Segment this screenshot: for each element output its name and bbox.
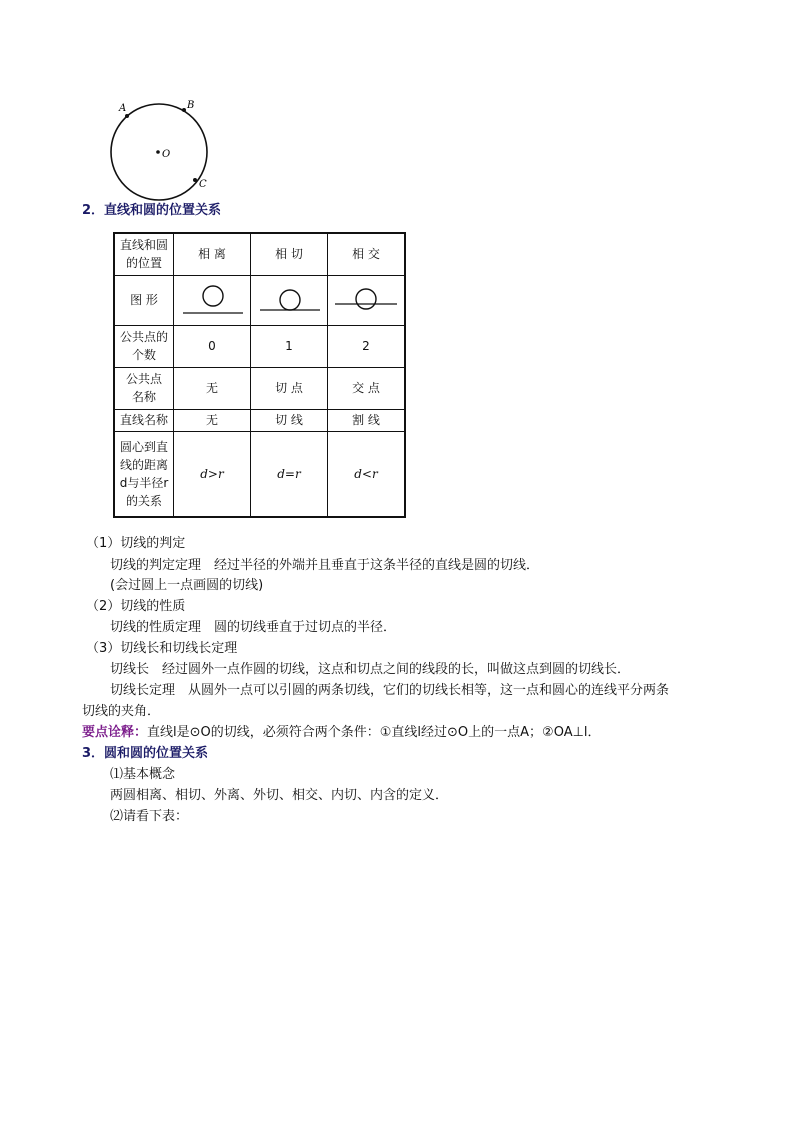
item3-body1: 切线长 经过圆外一点作圆的切线，这点和切点之间的线段的长，叫做这点到圆的切线长． — [110, 662, 631, 677]
item3-title: （3）切线长和切线长定理 — [86, 641, 238, 656]
table-cell: 切 线 — [251, 409, 328, 431]
table-row — [114, 275, 405, 325]
item1-body: 切线的判定定理 经过半径的外端并且垂直于这条半径的直线是圆的切线． — [110, 558, 540, 573]
table-cell: d<r — [328, 431, 406, 517]
item1-title: （1）切线的判定 — [86, 536, 186, 551]
table-cell: 2 — [328, 325, 406, 367]
figure-separate — [174, 275, 251, 325]
point-o — [156, 150, 160, 154]
table-row-label — [114, 325, 174, 367]
table-cell: d=r — [251, 431, 328, 517]
keypoint-label: 要点诠释： — [82, 725, 148, 740]
figure-tangent — [251, 275, 328, 325]
table-col-separate: 相 离 — [174, 233, 251, 275]
table-row-label — [114, 367, 174, 409]
label-b: B — [187, 100, 195, 111]
line-circle-relation-table — [113, 232, 406, 518]
keypoint-line — [82, 723, 601, 743]
item2-title: （2）切线的性质 — [86, 599, 186, 614]
item3-body2a: 切线长定理 从圆外一点可以引圆的两条切线，它们的切线长相等，这一点和圆心的连线平分两条 — [110, 683, 670, 698]
section3-sub1: ⑴基本概念 — [110, 767, 176, 782]
table-row-label-text: 公共点的个数 — [119, 330, 168, 362]
table-row — [114, 233, 405, 275]
section2-title: 2．直线和圆的位置关系 — [82, 203, 222, 218]
table-row — [114, 431, 405, 517]
table-row — [114, 409, 405, 431]
table-header-label — [114, 233, 174, 275]
point-b — [182, 108, 186, 112]
table-cell: 无 — [174, 367, 251, 409]
circle-figure — [100, 92, 230, 202]
section3-sub2: ⑵请看下表： — [110, 809, 189, 824]
table-row — [114, 367, 405, 409]
table-header-label-text: 直线和圆的位置 — [119, 238, 168, 271]
table-row-label-text: 圆心到直线的距离d与半径r的关系 — [119, 439, 169, 508]
point-a — [125, 114, 129, 118]
figure-intersect — [328, 275, 406, 325]
label-o: O — [162, 149, 171, 160]
item3-body2b: 切线的夹角． — [82, 704, 161, 719]
table-col-intersect: 相 交 — [328, 233, 406, 275]
table-row-label: 图 形 — [114, 275, 174, 325]
table-cell: 割 线 — [328, 409, 406, 431]
item1-note: (会过圆上一点画圆的切线) — [110, 578, 264, 593]
table-cell: 切 点 — [251, 367, 328, 409]
table-row-label: 直线名称 — [114, 409, 174, 431]
table-row-label — [114, 431, 174, 517]
table-cell: 0 — [174, 325, 251, 367]
label-a: A — [119, 103, 127, 114]
section3-title: 3．圆和圆的位置关系 — [82, 746, 209, 761]
table-cell: 1 — [251, 325, 328, 367]
table-cell: d>r — [174, 431, 251, 517]
label-c: C — [199, 179, 207, 190]
section3-body1: 两圆相离、相切、外离、外切、相交、内切、内含的定义． — [110, 788, 449, 803]
table-row — [114, 325, 405, 367]
table-cell: 交 点 — [328, 367, 406, 409]
table-cell: 无 — [174, 409, 251, 431]
point-c — [193, 178, 197, 182]
table-col-tangent: 相 切 — [251, 233, 328, 275]
keypoint-text: 直线l是⊙O的切线，必须符合两个条件：①直线l经过⊙O上的一点A；②OA⊥l． — [147, 725, 601, 740]
table-row-label-text: 公共点名称 — [125, 372, 162, 404]
item2-body: 切线的性质定理 圆的切线垂直于过切点的半径． — [110, 620, 397, 635]
